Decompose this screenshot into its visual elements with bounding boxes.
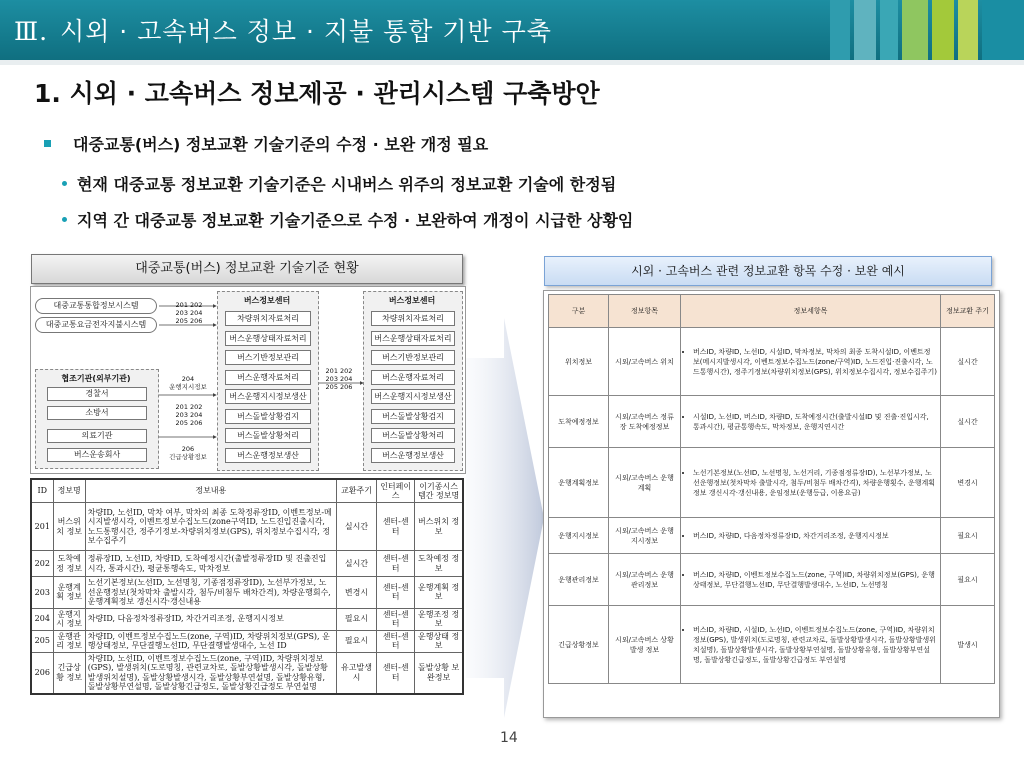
table-cell: 센터-센터 <box>377 652 415 694</box>
process-box: 차량위치자료처리 <box>225 311 311 326</box>
table-cell: 도착예정 정보 <box>53 551 85 577</box>
process-box: 버스운행지시정보생산 <box>371 389 455 404</box>
square-bullet-icon <box>44 140 51 147</box>
process-box: 버스운행정보생산 <box>225 448 311 463</box>
detail-cell <box>681 518 941 554</box>
cycle-cell: 변경시 <box>941 448 995 518</box>
column-header: 정보세항목 <box>681 295 941 328</box>
section-title: 시외 · 고속버스 정보 · 지불 통합 기반 구축 <box>60 17 552 46</box>
item-cell: 시외/고속버스 위치 <box>609 328 681 396</box>
fare-payment-system-box: 대중교통요금전자지불시스템 <box>35 317 157 333</box>
table-cell: 도착예정 정보 <box>415 551 463 577</box>
table-cell: 센터-센터 <box>377 630 415 652</box>
page-number: 14 <box>500 730 518 746</box>
table-cell: 203 <box>31 577 53 609</box>
agency-medical: 의료기관 <box>47 429 147 443</box>
table-cell: 센터-센터 <box>377 551 415 577</box>
category-cell: 운행지시정보 <box>549 518 609 554</box>
category-cell: 긴급상황정보 <box>549 606 609 684</box>
table-cell: 정류장ID, 노선ID, 차량ID, 도착예정시간(출발정류장ID 및 진출진입시각, 통과시간), 평균통행속도, 막차정보 <box>85 551 336 577</box>
sub-bullet <box>62 208 633 231</box>
section-number: Ⅲ. <box>14 17 49 46</box>
table-cell: 차량ID, 이벤트정보수집노드(zone, 구역)ID, 차량위치정보(GPS), 운행상태정보, 무단결행노선ID, 무단결행발생대수, 노선 ID <box>85 630 336 652</box>
title-underline <box>0 60 1024 65</box>
transition-arrow <box>466 318 544 718</box>
process-box: 버스돌발상황검지 <box>225 409 311 424</box>
detail-cell <box>681 606 941 684</box>
item-cell: 시외/고속버스 운행지시정보 <box>609 518 681 554</box>
process-box: 버스운행상태자료처리 <box>225 331 311 346</box>
cycle-cell: 실시간 <box>941 328 995 396</box>
item-cell: 시외/고속버스 운행계획 <box>609 448 681 518</box>
main-bullet <box>44 132 488 155</box>
table-cell: 실시간 <box>336 503 376 551</box>
process-box: 버스돌발상황검지 <box>371 409 455 424</box>
detail-text: • 노선기본정보(노선ID, 노선명칭, 노선거리, 기종점정류장ID), 노선부가정보, 노선운행정보(첫차막차 출발시각, 첨두/비첨두 배차간격), 차량운행횟수, 운행계획정보 갱신시각·갱신내용, 운임정보(운행등급, 이용요금) <box>693 468 937 498</box>
detail-text: • 버스ID, 차량ID, 시설ID, 노선ID, 이벤트정보수집노드(zone, 구역)ID, 차량위치정보(GPS), 발생위치(도로명칭, 관련교차로, 돌발상황발생시각, 돌발상황발생위치설명), 돌발상황발생시각, 돌발상황부연설명, 돌발상황유형, 돌발상황부연설명, 돌발상황긴급정도, 돌발상황긴급정도 부연설명 <box>693 625 937 665</box>
cycle-cell: 필요시 <box>941 518 995 554</box>
detail-text: • 시설ID, 노선ID, 버스ID, 차량ID, 도착예정시간(출발시설ID 및 진출·진입시각, 통과시간), 평균통행속도, 막차정보, 운행지연시간 <box>693 412 937 432</box>
table-cell: 버스위치 정보 <box>415 503 463 551</box>
detail-cell <box>681 328 941 396</box>
item-cell: 시외/고속버스 정류장 도착예정정보 <box>609 396 681 448</box>
page-subtitle: 1. 시외 · 고속버스 정보제공 · 관리시스템 구축방안 <box>34 79 600 108</box>
table-row <box>31 652 463 694</box>
table-row <box>31 503 463 551</box>
table-cell: 긴급상황 정보 <box>53 652 85 694</box>
table-row <box>549 518 995 554</box>
dot-bullet-icon <box>62 217 67 222</box>
table-cell: 센터-센터 <box>377 503 415 551</box>
sub-bullet-text: 지역 간 대중교통 정보교환 기술기준으로 수정 · 보완하여 개정이 시급한 상황임 <box>77 211 634 230</box>
agency-fire: 소방서 <box>47 406 147 420</box>
process-box: 버스운행정보생산 <box>371 448 455 463</box>
agency-police: 경찰서 <box>47 387 147 401</box>
table-cell: 필요시 <box>336 630 376 652</box>
detail-text: • 버스ID, 차량ID, 노선ID, 시설ID, 막차정보, 막차의 최종 도착시설ID, 이벤트정보(메시지발생시각, 이벤트정보수집노드(zone/구역)ID, 노드진입·진출시각, 노드통행시간), 정주기정보(차량위치정보(GPS), 위치정보수집시각, 정보수집주기) <box>693 347 937 377</box>
detail-cell <box>681 554 941 606</box>
cycle-cell: 필요시 <box>941 554 995 606</box>
column-header: ID <box>31 479 53 503</box>
diagram-label: 201 202 203 204 205 206 <box>175 301 203 325</box>
table-cell: 버스위치 정보 <box>53 503 85 551</box>
column-header: 정보명 <box>53 479 85 503</box>
process-box: 차량위치자료처리 <box>371 311 455 326</box>
table-cell: 필요시 <box>336 608 376 630</box>
table-cell: 운행조정 정보 <box>415 608 463 630</box>
process-box: 버스돌발상황처리 <box>225 428 311 443</box>
category-cell: 운행계획정보 <box>549 448 609 518</box>
category-cell: 운행관리정보 <box>549 554 609 606</box>
table-cell: 운행계획 정보 <box>415 577 463 609</box>
integrated-info-system-box: 대중교통통합정보시스템 <box>35 298 157 314</box>
title-bar <box>0 0 1024 60</box>
slide-title <box>14 12 552 48</box>
detail-text: • 버스ID, 차량ID, 이벤트정보수집노드(zone, 구역)ID, 차량위치정보(GPS), 운행상태정보, 무단결행노선ID, 무단결행발생대수, 노선ID, 노선명칭 <box>693 570 937 590</box>
bis-center-title-2: 버스정보센터 <box>388 296 436 305</box>
table-cell: 차량ID, 노선ID, 막차 여부, 막차의 최종 도착정류장ID, 이벤트정보-메시지발생시각, 이벤트정보수집노드(zone구역ID, 노드진입진출시각, 노드통행시간, 정주기정보-차량위치정보(GPS), 위치정보수집시각, 정보수집주기 <box>85 503 336 551</box>
table-cell: 운행상태 정보 <box>415 630 463 652</box>
agency-bus-company: 버스운송회사 <box>47 448 147 462</box>
revised-items-panel <box>543 290 1000 718</box>
table-cell: 204 <box>31 608 53 630</box>
column-header: 정보교환 주기 <box>941 295 995 328</box>
diagram-label: 201 202 203 204 205 206 <box>175 403 203 427</box>
process-box: 버스운행상태자료처리 <box>371 331 455 346</box>
main-bullet-text: 대중교통(버스) 정보교환 기술기준의 수정 · 보완 개정 필요 <box>73 135 489 154</box>
column-header: 구분 <box>549 295 609 328</box>
process-box: 버스기반정보관리 <box>371 350 455 365</box>
diagram-label: 206 긴급상황정보 <box>169 445 207 461</box>
item-cell: 시외/고속버스 운행관리정보 <box>609 554 681 606</box>
table-cell: 206 <box>31 652 53 694</box>
current-standard-table <box>30 478 464 695</box>
category-cell: 도착예정정보 <box>549 396 609 448</box>
table-cell: 변경시 <box>336 577 376 609</box>
table-cell: 205 <box>31 630 53 652</box>
table-row <box>549 606 995 684</box>
table-cell: 센터-센터 <box>377 608 415 630</box>
diagram-label: 204 운행지시정보 <box>169 375 207 391</box>
table-cell: 차량ID, 노선ID, 이벤트정보수집노드(zone, 구역)ID, 차량위치정보(GPS), 발생위치(도로명칭, 관련교차로, 돌발상황발생시각, 돌발상황발생위치설명), 돌발상황발생시각, 돌발상황부연설명, 돌발상황유형, 돌발상황부연설명, 돌발상황긴급정도, 돌발상황긴급정도 부연설명 <box>85 652 336 694</box>
right-caption: 시외 · 고속버스 관련 정보교환 항목 수정 · 보완 예시 <box>544 256 992 286</box>
table-row <box>549 448 995 518</box>
sub-bullet <box>62 172 616 195</box>
sub-bullet-text: 현재 대중교통 정보교환 기술기준은 시내버스 위주의 정보교환 기술에 한정됨 <box>77 175 617 194</box>
table-cell: 운행지시 정보 <box>53 608 85 630</box>
left-caption: 대중교통(버스) 정보교환 기술기준 현황 <box>31 254 463 284</box>
table-cell: 노선기본정보(노선ID, 노선명칭, 기종점정류장ID), 노선부가정보, 노선운행정보(첫차막차 출발시각, 첨두/비첨두 배차간격), 차량운행회수, 운행계획정보 갱신시각·갱신내용 <box>85 577 336 609</box>
column-header: 정보내용 <box>85 479 336 503</box>
table-row <box>31 608 463 630</box>
table-row <box>31 577 463 609</box>
process-box: 버스운행자료처리 <box>371 370 455 385</box>
process-box: 버스운행자료처리 <box>225 370 311 385</box>
detail-cell <box>681 448 941 518</box>
table-row <box>549 396 995 448</box>
bis-center-title: 버스정보센터 <box>243 296 291 305</box>
dot-bullet-icon <box>62 181 67 186</box>
partner-agencies-title: 협조기관(외부기관) <box>61 374 131 383</box>
table-row <box>549 328 995 396</box>
table-cell: 운행계획 정보 <box>53 577 85 609</box>
decorative-bars <box>830 0 1024 60</box>
cycle-cell: 발생시 <box>941 606 995 684</box>
process-box: 버스돌발상황처리 <box>371 428 455 443</box>
table-cell: 돌발상황 보완정보 <box>415 652 463 694</box>
table-cell: 센터-센터 <box>377 577 415 609</box>
table-cell: 201 <box>31 503 53 551</box>
table-cell: 차량ID, 다음정차정류장ID, 차간거리조정, 운행지시정보 <box>85 608 336 630</box>
table-row <box>549 554 995 606</box>
detail-cell <box>681 396 941 448</box>
table-cell: 실시간 <box>336 551 376 577</box>
table-cell: 유고발생시 <box>336 652 376 694</box>
category-cell: 위치정보 <box>549 328 609 396</box>
table-cell: 운행관리 정보 <box>53 630 85 652</box>
process-box: 버스기반정보관리 <box>225 350 311 365</box>
revised-items-table <box>548 294 995 684</box>
table-row <box>31 551 463 577</box>
column-header: 인터페이스 <box>377 479 415 503</box>
table-cell: 202 <box>31 551 53 577</box>
column-header: 정보항목 <box>609 295 681 328</box>
cycle-cell: 실시간 <box>941 396 995 448</box>
column-header: 교환주기 <box>336 479 376 503</box>
table-row <box>31 630 463 652</box>
diagram-label: 201 202 203 204 205 206 <box>325 367 353 391</box>
item-cell: 시외/고속버스 상황발생 정보 <box>609 606 681 684</box>
column-header: 이기종시스템간 정보명 <box>415 479 463 503</box>
process-box: 버스운행지시정보생산 <box>225 389 311 404</box>
detail-text: • 버스ID, 차량ID, 다음정차정류장ID, 차간거리조정, 운행지시정보 <box>693 531 937 541</box>
exchange-diagram <box>30 286 466 474</box>
